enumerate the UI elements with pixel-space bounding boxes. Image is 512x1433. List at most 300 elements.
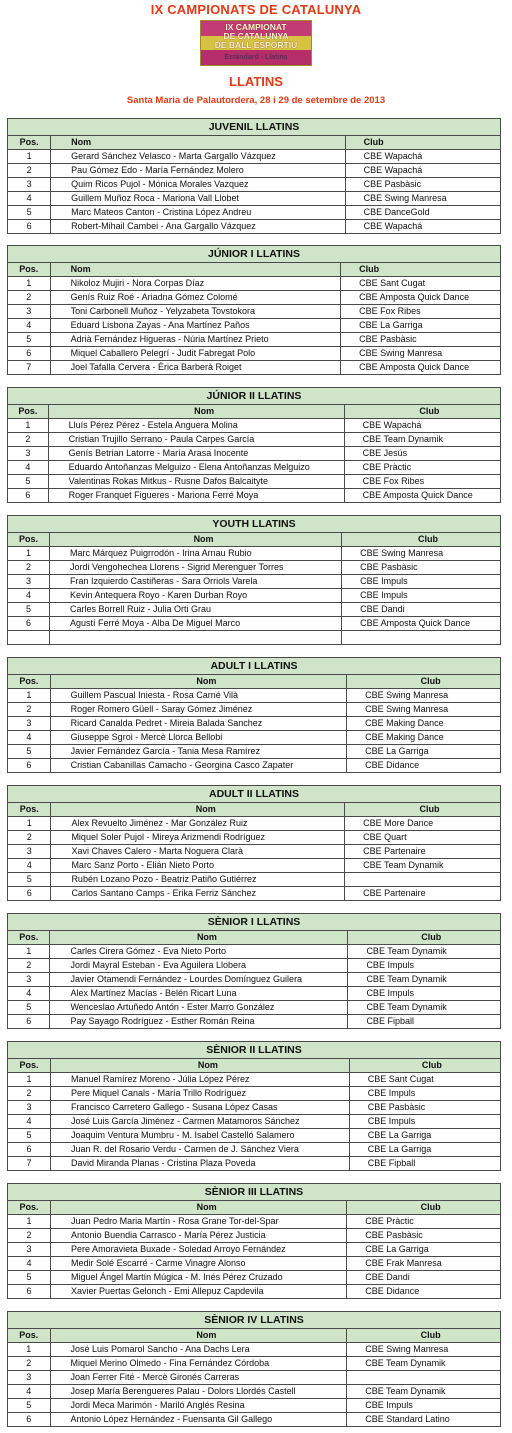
couple-name-cell: Genís Betrian Latorre - María Arasa Inocente	[48, 447, 344, 461]
column-header-pos: Pos.	[8, 1201, 51, 1215]
couple-name-cell: Manuel Ramírez Moreno - Júlia López Pérez	[50, 1073, 349, 1087]
table-row	[8, 603, 501, 617]
couple-name-cell: Fran Izquierdo Castiñeras - Sara Orriols Varela	[50, 575, 342, 589]
table-row	[8, 1015, 501, 1029]
results-table	[7, 515, 501, 645]
position-cell: 2	[8, 1229, 51, 1243]
couple-name-cell: Guillem Muñoz Roca - Mariona Vall Llobet	[51, 192, 345, 206]
position-cell: 4	[8, 461, 49, 475]
column-header-club: Club	[347, 675, 501, 689]
position-cell: 1	[8, 150, 51, 164]
table-row	[8, 1399, 501, 1413]
position-cell: 5	[8, 745, 51, 759]
column-header-pos: Pos.	[8, 263, 51, 277]
position-cell: 5	[8, 1271, 51, 1285]
column-header-club: Club	[347, 1329, 501, 1343]
table-row	[8, 589, 501, 603]
table-row	[8, 973, 501, 987]
category-title: JÚNIOR II LLATINS	[8, 388, 501, 405]
position-cell: 2	[8, 959, 50, 973]
table-row	[8, 1257, 501, 1271]
table-row	[8, 759, 501, 773]
club-cell: CBE Team Dynamik	[347, 1385, 501, 1399]
couple-name-cell: Carles Borrell Ruiz - Julia Orti Grau	[50, 603, 342, 617]
column-header-nom: Nom	[50, 931, 348, 945]
column-header-nom: Nom	[50, 533, 342, 547]
couple-name-cell: Pau Gómez Edo - María Fernández Molero	[51, 164, 345, 178]
category-title: JÚNIOR I LLATINS	[8, 246, 501, 263]
couple-name-cell: Juan Pedro Maria Martín - Rosa Grane Tor-del-Spar	[51, 1215, 347, 1229]
position-cell: 4	[8, 859, 51, 873]
club-cell: CBE Making Dance	[347, 731, 501, 745]
couple-name-cell: Pere Amoravieta Buxade - Soledad Arroyo Fernández	[51, 1243, 347, 1257]
document-header	[0, 0, 512, 106]
couple-name-cell: Marc Sanz Porto - Elián Nieto Porto	[51, 859, 345, 873]
couple-name-cell: Valentinas Rokas Mitkus - Rusne Dafos Balcaityte	[48, 475, 344, 489]
position-cell: 4	[8, 319, 51, 333]
table-row	[8, 164, 501, 178]
table-row	[8, 178, 501, 192]
table-row	[8, 631, 501, 645]
couple-name-cell: Josep María Berengueres Palau - Dolors Llordés Castell	[50, 1385, 347, 1399]
table-row	[8, 1357, 501, 1371]
position-cell: 5	[8, 1129, 51, 1143]
table-row	[8, 1087, 501, 1101]
position-cell: 5	[8, 1001, 50, 1015]
table-row	[8, 1129, 501, 1143]
position-cell: 4	[8, 987, 50, 1001]
position-cell: 4	[8, 1257, 51, 1271]
position-cell: 5	[8, 206, 51, 220]
discipline-title: LLATINS	[229, 74, 283, 89]
results-table	[7, 245, 501, 375]
table-row	[8, 291, 501, 305]
table-row	[8, 731, 501, 745]
position-cell: 6	[8, 887, 51, 901]
couple-name-cell: Kevin Antequera Royo - Karen Durban Royo	[50, 589, 342, 603]
couple-name-cell: Marc Mateos Canton - Cristina López Andreu	[51, 206, 345, 220]
table-row	[8, 447, 501, 461]
logo-line-1: IX CAMPIONAT	[225, 22, 287, 32]
couple-name-cell: Cristian Trujillo Serrano - Paula Carpes García	[48, 433, 344, 447]
club-cell: CBE Didance	[347, 1285, 501, 1299]
position-cell: 6	[8, 759, 51, 773]
club-cell: CBE Pasbàsic	[345, 178, 500, 192]
results-table	[7, 1311, 501, 1427]
club-cell: CBE Amposta Quick Dance	[341, 361, 501, 375]
couple-name-cell: Joan Ferrer Fité - Mercè Gironés Carreras	[50, 1371, 347, 1385]
column-header-nom: Nom	[50, 1059, 349, 1073]
table-row	[8, 305, 501, 319]
table-row	[8, 745, 501, 759]
position-cell: 1	[8, 547, 50, 561]
couple-name-cell: Eduard Lisbona Zayas - Ana Martínez Paños	[50, 319, 341, 333]
couple-name-cell: Miguel Ángel Martín Múgica - M. Inés Pérez Cruzado	[51, 1271, 347, 1285]
club-cell: CBE Impuls	[342, 589, 501, 603]
column-header-club: Club	[348, 931, 501, 945]
couple-name-cell: Antonio López Hernández - Fuensanta Gil Gallego	[50, 1413, 347, 1427]
couple-name-cell: Roger Franquet Figueres - Mariona Ferré Moya	[48, 489, 344, 503]
table-row	[8, 873, 501, 887]
position-cell: 1	[8, 1073, 51, 1087]
table-row	[8, 1413, 501, 1427]
position-cell: 5	[8, 603, 50, 617]
club-cell: CBE Pràctic	[344, 461, 500, 475]
table-row	[8, 347, 501, 361]
club-cell: CBE Wapachá	[345, 150, 500, 164]
results-table	[7, 118, 501, 234]
table-row	[8, 1143, 501, 1157]
category-title: ADULT I LLATINS	[8, 658, 501, 675]
position-cell: 2	[8, 561, 50, 575]
club-cell: CBE Impuls	[348, 959, 501, 973]
club-cell: CBE Swing Manresa	[345, 192, 500, 206]
position-cell: 4	[8, 589, 50, 603]
position-cell: 6	[8, 347, 51, 361]
table-row	[8, 817, 501, 831]
couple-name-cell: David Miranda Planas - Cristina Plaza Poveda	[50, 1157, 349, 1171]
position-cell: 5	[8, 1399, 51, 1413]
column-header-club: Club	[342, 533, 501, 547]
column-header-club: Club	[349, 1059, 500, 1073]
table-row	[8, 319, 501, 333]
couple-name-cell: Antonio Buendia Carrasco - María Pérez Justicia	[51, 1229, 347, 1243]
position-cell: 4	[8, 1385, 51, 1399]
club-cell: CBE Standard Latino	[347, 1413, 501, 1427]
couple-name-cell: Javier Fernández García - Tania Mesa Ramírez	[50, 745, 347, 759]
position-cell: 2	[8, 291, 51, 305]
position-cell: 6	[8, 617, 50, 631]
category-title: YOUTH LLATINS	[8, 516, 501, 533]
table-row	[8, 1385, 501, 1399]
club-cell: CBE La Garriga	[341, 319, 501, 333]
couple-name-cell: Miquel Soler Pujol - Mireya Arizmendi Rodríguez	[51, 831, 345, 845]
club-cell: CBE Team Dynamik	[348, 945, 501, 959]
position-cell: 5	[8, 873, 51, 887]
club-cell: CBE Fipball	[349, 1157, 500, 1171]
position-cell: 2	[8, 1357, 51, 1371]
club-cell: CBE Sant Cugat	[341, 277, 501, 291]
logo-line-3: DE BALL ESPORTIU	[214, 40, 298, 50]
position-cell: 6	[8, 1143, 51, 1157]
couple-name-cell: Jordi Vengohechea Llorens - Sigrid Merenguer Torres	[50, 561, 342, 575]
couple-name-cell: Lluís Pérez Pérez - Estela Anguera Molina	[48, 419, 344, 433]
position-cell: 1	[8, 419, 49, 433]
table-row	[8, 361, 501, 375]
results-table	[7, 785, 501, 901]
couple-name-cell: Gerard Sánchez Velasco - Marta Gargallo Vázquez	[51, 150, 345, 164]
club-cell	[342, 631, 501, 645]
couple-name-cell: Joel Tafalla Cervera - Èrica Barberà Roiget	[50, 361, 341, 375]
column-header-pos: Pos.	[8, 1329, 51, 1343]
club-cell: CBE Dandi	[347, 1271, 501, 1285]
couple-name-cell: Xavier Puertas Gelonch - Emi Allepuz Capdevila	[51, 1285, 347, 1299]
results-table	[7, 1183, 501, 1299]
position-cell: 6	[8, 1015, 50, 1029]
position-cell: 4	[8, 1115, 51, 1129]
table-row	[8, 1157, 501, 1171]
couple-name-cell: Marc Márquez Puigrrodón - Irina Arnau Rubio	[50, 547, 342, 561]
table-row	[8, 419, 501, 433]
table-row	[8, 717, 501, 731]
couple-name-cell: Carles Cirera Gómez - Eva Nieto Porto	[50, 945, 348, 959]
category-title: ADULT II LLATINS	[8, 786, 501, 803]
position-cell: 3	[8, 447, 49, 461]
couple-name-cell: Wenceslao Artuñedo Antón - Ester Marro González	[50, 1001, 348, 1015]
position-cell: 3	[8, 178, 51, 192]
column-header-nom: Nom	[51, 136, 345, 150]
position-cell: 7	[8, 1157, 51, 1171]
table-row	[8, 689, 501, 703]
table-row	[8, 1371, 501, 1385]
club-cell: CBE La Garriga	[349, 1143, 500, 1157]
table-row	[8, 561, 501, 575]
couple-name-cell: Adrià Fernández Higueras - Núria Martínez Prieto	[50, 333, 341, 347]
table-row	[8, 987, 501, 1001]
table-row	[8, 433, 501, 447]
table-row	[8, 547, 501, 561]
column-header-club: Club	[345, 136, 500, 150]
table-row	[8, 945, 501, 959]
category-title: JUVENIL LLATINS	[8, 119, 501, 136]
club-cell: CBE Impuls	[347, 1399, 501, 1413]
couple-name-cell	[50, 631, 342, 645]
couple-name-cell: Pay Sayago Rodríguez - Esther Román Reina	[50, 1015, 348, 1029]
club-cell: CBE Impuls	[342, 575, 501, 589]
position-cell: 3	[8, 1101, 51, 1115]
position-cell: 3	[8, 973, 50, 987]
couple-name-cell: Alex Martínez Macías - Belén Ricart Luna	[50, 987, 348, 1001]
position-cell: 5	[8, 333, 51, 347]
couple-name-cell: Miquel Merino Olmedo - Fina Fernández Córdoba	[50, 1357, 347, 1371]
position-cell: 3	[8, 1243, 51, 1257]
column-header-nom: Nom	[51, 803, 345, 817]
column-header-club: Club	[344, 405, 500, 419]
club-cell: CBE Pasbàsic	[349, 1101, 500, 1115]
position-cell: 1	[8, 277, 51, 291]
position-cell	[8, 631, 50, 645]
position-cell: 1	[8, 817, 51, 831]
position-cell: 1	[8, 1215, 51, 1229]
club-cell: CBE Swing Manresa	[341, 347, 501, 361]
table-row	[8, 1243, 501, 1257]
club-cell: CBE Pasbàsic	[342, 561, 501, 575]
table-row	[8, 959, 501, 973]
table-row	[8, 859, 501, 873]
position-cell: 4	[8, 192, 51, 206]
table-row	[8, 192, 501, 206]
club-cell: CBE Amposta Quick Dance	[344, 489, 500, 503]
logo-line-2: DE CATALUNYA	[223, 31, 289, 41]
couple-name-cell: Miquel Caballero Pelegrí - Judit Fabregat Polo	[50, 347, 341, 361]
club-cell: CBE Dandi	[342, 603, 501, 617]
table-row	[8, 617, 501, 631]
club-cell: CBE Amposta Quick Dance	[342, 617, 501, 631]
position-cell: 3	[8, 575, 50, 589]
club-cell: CBE Amposta Quick Dance	[341, 291, 501, 305]
club-cell: CBE Pasbàsic	[347, 1229, 501, 1243]
results-table	[7, 913, 501, 1029]
club-cell: CBE Pasbàsic	[341, 333, 501, 347]
position-cell: 7	[8, 361, 51, 375]
column-header-club: Club	[345, 803, 501, 817]
column-header-nom: Nom	[51, 1201, 347, 1215]
club-cell: CBE Making Dance	[347, 717, 501, 731]
table-row	[8, 831, 501, 845]
couple-name-cell: Xavi Chaves Calero - Marta Noguera Clarà	[51, 845, 345, 859]
table-row	[8, 887, 501, 901]
couple-name-cell: Giuseppe Sgroi - Mercè Llorca Bellobi	[50, 731, 347, 745]
position-cell: 3	[8, 717, 51, 731]
position-cell: 2	[8, 433, 49, 447]
position-cell: 2	[8, 164, 51, 178]
club-cell: CBE Team Dynamik	[348, 1001, 501, 1015]
couple-name-cell: Ricard Canalda Pedret - Mireia Balada Sanchez	[50, 717, 347, 731]
couple-name-cell: Jordi Mayral Esteban - Eva Aguilera Llobera	[50, 959, 348, 973]
column-header-pos: Pos.	[8, 1059, 51, 1073]
table-row	[8, 1229, 501, 1243]
column-header-nom: Nom	[50, 675, 347, 689]
category-title: SÈNIOR III LLATINS	[8, 1184, 501, 1201]
category-title: SÈNIOR II LLATINS	[8, 1042, 501, 1059]
club-cell: CBE Team Dynamik	[348, 973, 501, 987]
logo-line-4: Estàndard - Llatins	[224, 54, 288, 61]
column-header-pos: Pos.	[8, 136, 51, 150]
position-cell: 4	[8, 731, 51, 745]
club-cell: CBE Frak Manresa	[347, 1257, 501, 1271]
club-cell: CBE Team Dynamik	[344, 433, 500, 447]
club-cell: CBE Pràctic	[347, 1215, 501, 1229]
table-row	[8, 220, 501, 234]
couple-name-cell: Jordi Meca Marimón - Mariló Anglés Resina	[50, 1399, 347, 1413]
club-cell: CBE Wapachá	[344, 419, 500, 433]
position-cell: 6	[8, 489, 49, 503]
club-cell: CBE La Garriga	[347, 745, 501, 759]
club-cell: CBE La Garriga	[349, 1129, 500, 1143]
position-cell: 1	[8, 1343, 51, 1357]
table-row	[8, 1285, 501, 1299]
column-header-pos: Pos.	[8, 675, 51, 689]
couple-name-cell: Genís Ruiz Roé - Ariadna Gómez Colomé	[50, 291, 341, 305]
couple-name-cell: Nikoloz Mujiri - Nora Corpas Díaz	[50, 277, 341, 291]
club-cell: CBE Impuls	[349, 1087, 500, 1101]
position-cell: 2	[8, 831, 51, 845]
couple-name-cell: Roger Romero Güell - Saray Gómez Jiménez	[50, 703, 347, 717]
club-cell: CBE Impuls	[348, 987, 501, 1001]
couple-name-cell: Cristian Cabanillas Camacho - Georgina Casco Zapater	[50, 759, 347, 773]
club-cell	[345, 873, 501, 887]
couple-name-cell: Pere Miquel Canals - María Trillo Rodríguez	[50, 1087, 349, 1101]
club-cell: CBE Impuls	[349, 1115, 500, 1129]
position-cell: 3	[8, 305, 51, 319]
table-row	[8, 277, 501, 291]
club-cell: CBE Partenaire	[345, 887, 501, 901]
couple-name-cell: Carlos Santano Camps - Erika Ferriz Sánchez	[51, 887, 345, 901]
results-table	[7, 657, 501, 773]
couple-name-cell: Rubén Lozano Pozo - Beatriz Patiño Gutiérrez	[51, 873, 345, 887]
column-header-nom: Nom	[50, 1329, 347, 1343]
club-cell: CBE Swing Manresa	[347, 703, 501, 717]
couple-name-cell: Medir Solé Escarré - Carme Vinagre Alonso	[51, 1257, 347, 1271]
club-cell: CBE Swing Manresa	[347, 1343, 501, 1357]
club-cell: CBE La Garriga	[347, 1243, 501, 1257]
category-title: SÈNIOR I LLATINS	[8, 914, 501, 931]
column-header-pos: Pos.	[8, 803, 51, 817]
position-cell: 5	[8, 475, 49, 489]
couple-name-cell: Alex Revuelto Jiménez - Mar González Ruiz	[51, 817, 345, 831]
table-row	[8, 1215, 501, 1229]
table-row	[8, 1271, 501, 1285]
couple-name-cell: José Luis Pomarol Sancho - Ana Dachs Lera	[50, 1343, 347, 1357]
column-header-club: Club	[347, 1201, 501, 1215]
position-cell: 1	[8, 945, 50, 959]
championship-title: IX CAMPIONATS DE CATALUNYA	[150, 2, 362, 17]
position-cell: 3	[8, 1371, 51, 1385]
table-row	[8, 475, 501, 489]
results-table	[7, 1041, 501, 1171]
couple-name-cell: Juan R. del Rosario Verdu - Carmen de J. Sánchez Viera	[50, 1143, 349, 1157]
couple-name-cell: Robert-Mihail Cambei - Ana Gargallo Vázquez	[51, 220, 345, 234]
table-row	[8, 1073, 501, 1087]
couple-name-cell: Toni Carbonell Muñoz - Yelyzabeta Tovstokora	[50, 305, 341, 319]
position-cell: 6	[8, 1413, 51, 1427]
club-cell: CBE Wapachá	[345, 220, 500, 234]
column-header-pos: Pos.	[8, 931, 50, 945]
category-title: SÈNIOR IV LLATINS	[8, 1312, 501, 1329]
table-row	[8, 206, 501, 220]
club-cell: CBE Fipball	[348, 1015, 501, 1029]
club-cell: CBE Team Dynamik	[345, 859, 501, 873]
position-cell: 3	[8, 845, 51, 859]
club-cell: CBE Partenaire	[345, 845, 501, 859]
position-cell: 2	[8, 703, 51, 717]
club-cell	[347, 1371, 501, 1385]
club-cell: CBE More Dance	[345, 817, 501, 831]
column-header-club: Club	[341, 263, 501, 277]
club-cell: CBE Didance	[347, 759, 501, 773]
venue-date: Santa Maria de Palautordera, 28 i 29 de setembre de 2013	[126, 95, 386, 106]
position-cell: 6	[8, 220, 51, 234]
column-header-pos: Pos.	[8, 533, 50, 547]
club-cell: CBE DanceGold	[345, 206, 500, 220]
position-cell: 6	[8, 1285, 51, 1299]
club-cell: CBE Fox Ribes	[344, 475, 500, 489]
club-cell: CBE Fox Ribes	[341, 305, 501, 319]
couple-name-cell: Agustí Ferré Moya - Alba De Miguel Marco	[50, 617, 342, 631]
results-table	[7, 387, 501, 503]
table-row	[8, 489, 501, 503]
table-row	[8, 845, 501, 859]
couple-name-cell: Eduardo Antoñanzas Melguizo - Elena Antoñanzas Melguizo	[48, 461, 344, 475]
column-header-pos: Pos.	[8, 405, 49, 419]
table-row	[8, 1343, 501, 1357]
club-cell: CBE Swing Manresa	[347, 689, 501, 703]
club-cell: CBE Sant Cugat	[349, 1073, 500, 1087]
couple-name-cell: Quim Ricos Pujol - Mónica Morales Vazquez	[51, 178, 345, 192]
position-cell: 2	[8, 1087, 51, 1101]
club-cell: CBE Team Dynamik	[347, 1357, 501, 1371]
position-cell: 1	[8, 689, 51, 703]
club-cell: CBE Swing Manresa	[342, 547, 501, 561]
column-header-nom: Nom	[50, 263, 341, 277]
table-row	[8, 575, 501, 589]
couple-name-cell: Joaquim Ventura Mumbru - M. Isabel Castelló Salamero	[50, 1129, 349, 1143]
club-cell: CBE Jesús	[344, 447, 500, 461]
couple-name-cell: José Luis García Jiménez - Carmen Matamoros Sánchez	[50, 1115, 349, 1129]
table-row	[8, 1115, 501, 1129]
column-header-nom: Nom	[48, 405, 344, 419]
table-row	[8, 1001, 501, 1015]
